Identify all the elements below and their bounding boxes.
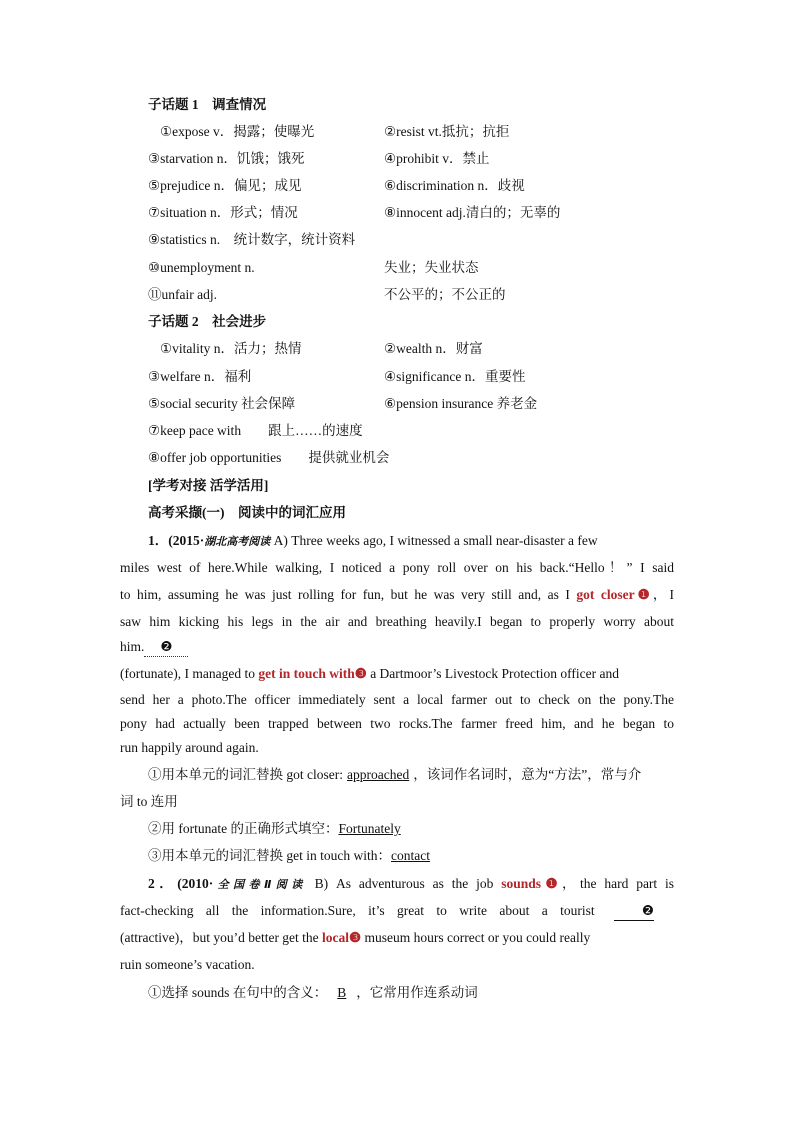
vocab-item: ④significance n．重要性 xyxy=(384,369,526,384)
question-number: 2． xyxy=(148,876,178,891)
vocab-item: ②wealth n．财富 xyxy=(384,341,483,356)
question-prompt: ，它常用作连系动词 xyxy=(356,985,478,1000)
vocab-item: ⑩unemployment n. xyxy=(148,260,255,275)
highlighted-phrase: local❸ xyxy=(322,930,362,945)
question-prompt: ③用本单元的词汇替换 get in touch with： xyxy=(148,848,391,863)
passage-text: run happily around again. xyxy=(120,740,259,755)
passage-2-line xyxy=(148,875,674,894)
passage-text: museum hours correct or you could really xyxy=(364,930,591,945)
answer: Fortunately xyxy=(338,821,401,836)
passage-1-line xyxy=(120,586,674,604)
passage-text: A) Three weeks ago, I witnessed a small near-disaster a few xyxy=(273,533,598,548)
vocab-meaning: 不公平的；不公正的 xyxy=(384,287,506,302)
passage-1-line xyxy=(148,532,674,551)
highlighted-phrase: sounds❶ xyxy=(501,876,563,891)
passage-text: (attractive)，but you’d better get the xyxy=(120,930,319,945)
vocab-item: ⑥discrimination n．歧视 xyxy=(384,178,525,193)
passage-text: pony had actually been trapped between two rocks.The farmer freed him, and he began to xyxy=(120,716,674,731)
section-heading: [学考对接 活学活用] xyxy=(148,478,269,493)
passage-text: to him, assuming he was just rolling for fun, but he was very still and, as I xyxy=(120,587,570,602)
source-citation-date: (2015· xyxy=(168,533,205,548)
vocab-item: ⑧innocent adj.清白的；无辜的 xyxy=(384,205,561,220)
answer: contact xyxy=(391,848,430,863)
passage-1-line xyxy=(120,665,619,683)
vocab-item: ⑨statistics n. 统计数字，统计资料 xyxy=(148,232,356,247)
source-citation: 全国卷Ⅱ阅读 xyxy=(213,878,307,891)
passage-2-line xyxy=(120,902,680,921)
question-number: 1． xyxy=(148,533,169,548)
passage-text: him. xyxy=(120,639,145,654)
answer: B xyxy=(337,985,347,1000)
question-2-1 xyxy=(148,984,478,1002)
question-prompt: ①用本单元的词汇替换 got closer: xyxy=(148,767,343,782)
vocab-item: ⑦situation n．形式；情况 xyxy=(148,205,298,220)
passage-2-line xyxy=(120,929,676,947)
vocab-item: ①expose v．揭露；使曝光 xyxy=(160,124,315,139)
passage-text: saw him kicking his legs in the air and breathing heavily.I began to properly worry about xyxy=(120,614,674,629)
vocab-item: ⑪unfair adj. xyxy=(148,287,217,302)
subtopic-1-heading: 子话题 1 调查情况 xyxy=(148,97,267,112)
vocab-item: ③welfare n．福利 xyxy=(148,369,252,384)
vocab-meaning: 失业；失业状态 xyxy=(384,260,479,275)
passage-text: ，the hard part is xyxy=(562,876,675,891)
passage-text: (fortunate), I managed to xyxy=(120,666,255,681)
passage-text: ，I xyxy=(652,587,674,602)
fill-in-blank: ❷ xyxy=(614,902,654,921)
question-prompt: ，该词作名词时，意为“方法”，常与介 xyxy=(413,767,642,782)
question-1-1 xyxy=(148,766,641,784)
vocab-item: ⑧offer job opportunities 提供就业机会 xyxy=(148,450,390,465)
question-prompt: ①选择 sounds 在句中的含义： xyxy=(148,985,328,1000)
highlighted-phrase: got closer❶ xyxy=(576,587,653,602)
vocab-item: ⑦keep pace with 跟上……的速度 xyxy=(148,423,363,438)
question-prompt: 词 to 连用 xyxy=(120,794,178,809)
question-prompt: ②用 fortunate 的正确形式填空： xyxy=(148,821,339,836)
vocab-item: ⑤social security 社会保障 xyxy=(148,396,296,411)
vocab-item: ①vitality n．活力；热情 xyxy=(160,341,302,356)
subtopic-2-heading: 子话题 2 社会进步 xyxy=(148,314,267,329)
passage-1-line xyxy=(120,638,188,657)
passage-text: miles west of here.While walking, I noticed a pony roll over on his back.“Hello！” I said xyxy=(120,560,674,575)
vocab-item: ④prohibit v．禁止 xyxy=(384,151,490,166)
question-1-2 xyxy=(148,820,401,838)
source-citation: 湖北高考阅读 xyxy=(204,535,271,548)
passage-text: B) As adventurous as the job xyxy=(314,876,494,891)
vocab-item: ②resist vt.抵抗；抗拒 xyxy=(384,124,510,139)
subsection-heading: 高考采撷(一) 阅读中的词汇应用 xyxy=(148,505,346,520)
vocab-item: ⑤prejudice n．偏见；成见 xyxy=(148,178,302,193)
vocab-item: ③starvation n．饥饿；饿死 xyxy=(148,151,305,166)
question-1-3 xyxy=(148,847,430,865)
fill-in-blank: ❷ xyxy=(144,638,188,657)
answer: approached xyxy=(347,767,410,782)
passage-text: ruin someone’s vacation. xyxy=(120,957,255,972)
highlighted-phrase: get in touch with❸ xyxy=(258,666,367,681)
passage-text: fact-checking all the information.Sure, it’s great to write about a tourist xyxy=(120,903,595,918)
source-citation-date: (2010· xyxy=(177,876,214,891)
vocab-item: ⑥pension insurance 养老金 xyxy=(384,396,538,411)
passage-text: a Dartmoor’s Livestock Protection officer and xyxy=(370,666,619,681)
passage-text: send her a photo.The officer immediately sent a local farmer out to check on the pony.The xyxy=(120,692,674,707)
